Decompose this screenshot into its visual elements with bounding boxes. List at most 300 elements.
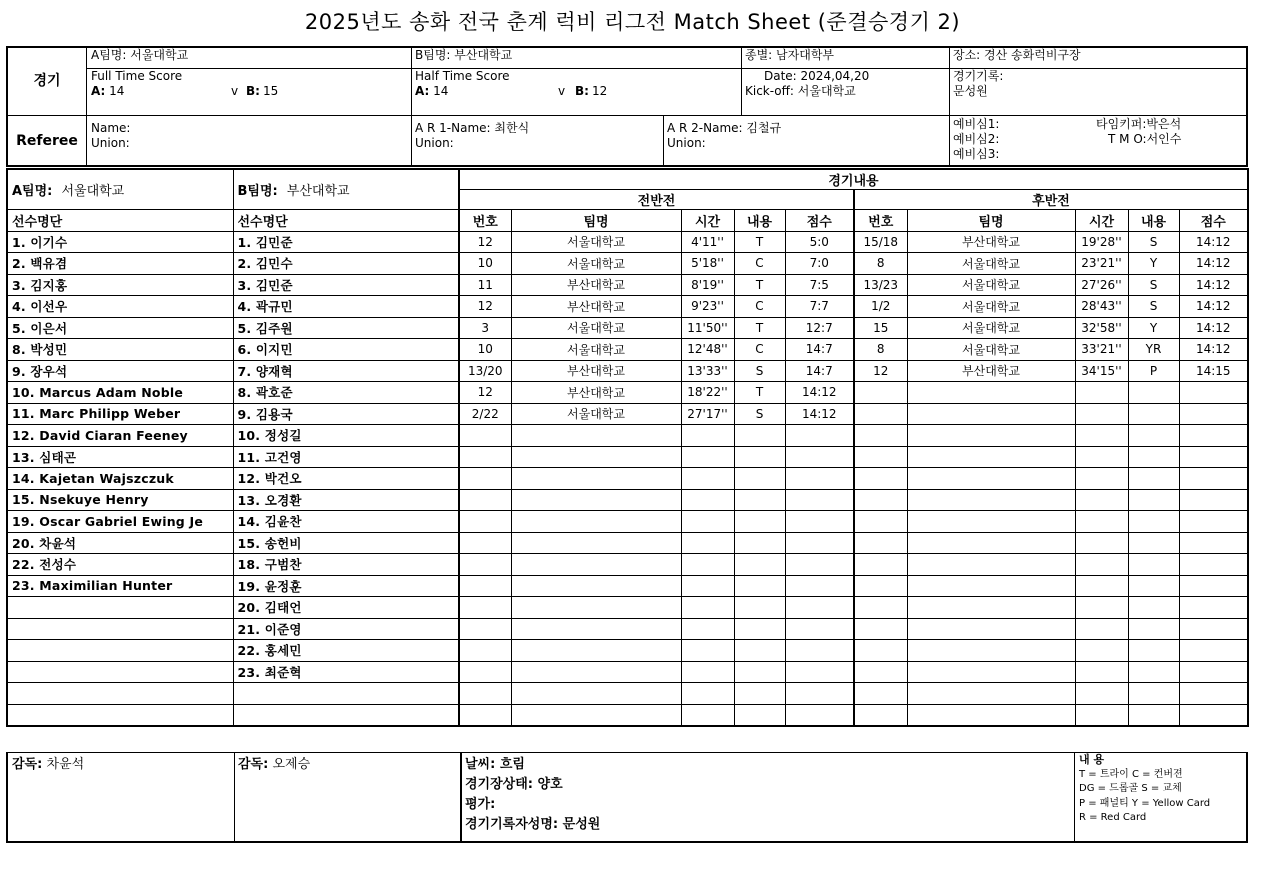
second-half-event-team xyxy=(907,511,1075,533)
second-half-event-team xyxy=(907,640,1075,662)
first-half-event-time xyxy=(681,575,734,597)
player-a: 9. 장우석 xyxy=(7,360,233,382)
second-half-event-team xyxy=(907,468,1075,490)
table-row xyxy=(7,554,1248,576)
match-date: Date: 2024,04,20 xyxy=(764,69,870,83)
player-a xyxy=(7,597,233,619)
first-half-event-number xyxy=(459,661,511,683)
first-half-event-time xyxy=(681,554,734,576)
first-half-event-number xyxy=(459,489,511,511)
table-row xyxy=(7,704,1248,726)
first-half-event-score: 14:7 xyxy=(785,360,854,382)
first-half-event-score xyxy=(785,511,854,533)
player-a: 20. 차윤석 xyxy=(7,532,233,554)
player-b: 3. 김민준 xyxy=(233,274,459,296)
second-half-event-score xyxy=(1179,704,1248,726)
second-half-event-score: 14:12 xyxy=(1179,253,1248,275)
player-a: 5. 이은서 xyxy=(7,317,233,339)
team-a-name: 서울대학교 xyxy=(61,184,125,199)
second-half-event-time xyxy=(1075,382,1128,404)
second-half-event-team xyxy=(907,661,1075,683)
col-content: 내용 xyxy=(1128,210,1179,232)
table-row xyxy=(7,597,1248,619)
player-a: 19. Oscar Gabriel Ewing Je xyxy=(7,511,233,533)
table-row xyxy=(7,339,1248,361)
second-half-event-score: 14:12 xyxy=(1179,317,1248,339)
player-b: 7. 양재혁 xyxy=(233,360,459,382)
second-half-event-content: Y xyxy=(1128,317,1179,339)
first-half-event-number xyxy=(459,704,511,726)
first-half-event-content: S xyxy=(734,403,785,425)
legend xyxy=(1074,753,1246,842)
table-row xyxy=(7,403,1248,425)
second-half-event-time xyxy=(1075,511,1128,533)
team-b-name: B팀명: 부산대학교 xyxy=(411,48,741,69)
table-row xyxy=(7,661,1248,683)
player-b: 22. 홍세민 xyxy=(233,640,459,662)
ar2-info xyxy=(663,115,949,167)
first-half-event-team xyxy=(511,575,681,597)
second-half-event-team xyxy=(907,575,1075,597)
second-half-event-time xyxy=(1075,618,1128,640)
first-half-event-number: 12 xyxy=(459,382,511,404)
table-row xyxy=(7,360,1248,382)
team-a-cell: A팀명: 서울대학교 xyxy=(7,169,233,210)
player-a xyxy=(7,683,233,705)
first-half-event-time xyxy=(681,511,734,533)
score-b-label: B: xyxy=(246,84,260,98)
second-half-event-time xyxy=(1075,704,1128,726)
second-half-event-score xyxy=(1179,532,1248,554)
first-half-event-score xyxy=(785,640,854,662)
match-footer xyxy=(6,752,1248,843)
second-half-event-content xyxy=(1128,403,1179,425)
first-half-event-number xyxy=(459,683,511,705)
second-half-event-content xyxy=(1128,597,1179,619)
second-half-event-number xyxy=(854,425,907,447)
score-a-label: A: xyxy=(415,84,430,98)
second-half-event-number: 12 xyxy=(854,360,907,382)
first-half-event-content xyxy=(734,704,785,726)
first-half-event-time: 8'19'' xyxy=(681,274,734,296)
players-header-b: 선수명단 xyxy=(233,210,459,232)
recorder-signature: 경기기록자성명: 문성원 xyxy=(465,817,601,832)
first-half-event-team xyxy=(511,554,681,576)
table-row xyxy=(7,468,1248,490)
player-a: 14. Kajetan Wajszczuk xyxy=(7,468,233,490)
player-a: 3. 김지홍 xyxy=(7,274,233,296)
first-half-event-content xyxy=(734,511,785,533)
second-half-event-content xyxy=(1128,468,1179,490)
full-time-values xyxy=(91,84,411,100)
second-half-event-number xyxy=(854,511,907,533)
timekeeper: 타임키퍼:박은석 xyxy=(1096,117,1182,131)
first-half-event-score xyxy=(785,704,854,726)
first-half-event-number xyxy=(459,511,511,533)
col-number: 번호 xyxy=(459,210,511,232)
second-half-event-number xyxy=(854,597,907,619)
first-half-event-number: 10 xyxy=(459,339,511,361)
team-b-name: 부산대학교 xyxy=(286,184,350,199)
match-header xyxy=(6,46,1248,167)
match-content-heading: 경기내용 xyxy=(459,169,1248,190)
ar1-union: Union: xyxy=(415,136,454,150)
kickoff: Kick-off: 서울대학교 xyxy=(745,84,856,98)
first-half-event-time: 4'11'' xyxy=(681,231,734,253)
first-half-heading: 전반전 xyxy=(459,190,854,210)
second-half-event-number: 15/18 xyxy=(854,231,907,253)
first-half-event-score: 7:5 xyxy=(785,274,854,296)
category: 종별: 남자대학부 xyxy=(741,48,949,69)
first-half-event-team xyxy=(511,704,681,726)
first-half-event-team: 서울대학교 xyxy=(511,317,681,339)
second-half-event-content xyxy=(1128,640,1179,662)
second-half-event-score: 14:12 xyxy=(1179,231,1248,253)
first-half-event-score xyxy=(785,554,854,576)
second-half-event-team: 서울대학교 xyxy=(907,274,1075,296)
first-half-event-time xyxy=(681,468,734,490)
first-half-event-score xyxy=(785,468,854,490)
venue: 장소: 경산 송화럭비구장 xyxy=(949,48,1246,69)
second-half-event-score xyxy=(1179,403,1248,425)
second-half-event-team xyxy=(907,618,1075,640)
first-half-event-time xyxy=(681,532,734,554)
first-half-event-time xyxy=(681,683,734,705)
player-a: 2. 백유겸 xyxy=(7,253,233,275)
second-half-event-content: YR xyxy=(1128,339,1179,361)
second-half-event-score xyxy=(1179,511,1248,533)
player-b: 13. 오경환 xyxy=(233,489,459,511)
second-half-event-team: 부산대학교 xyxy=(907,231,1075,253)
first-half-event-time xyxy=(681,618,734,640)
second-half-event-team: 부산대학교 xyxy=(907,360,1075,382)
first-half-event-score xyxy=(785,683,854,705)
second-half-event-team xyxy=(907,489,1075,511)
first-half-event-number: 10 xyxy=(459,253,511,275)
first-half-event-content: T xyxy=(734,274,785,296)
ar1-name: A R 1-Name: 최한식 xyxy=(415,121,530,135)
first-half-event-content xyxy=(734,532,785,554)
player-b: 2. 김민수 xyxy=(233,253,459,275)
player-a: 10. Marcus Adam Noble xyxy=(7,382,233,404)
second-half-event-score: 14:15 xyxy=(1179,360,1248,382)
player-a xyxy=(7,640,233,662)
second-half-event-time xyxy=(1075,575,1128,597)
match-conditions xyxy=(460,753,1074,842)
player-b: 21. 이준영 xyxy=(233,618,459,640)
first-half-event-number xyxy=(459,468,511,490)
player-b: 18. 구범찬 xyxy=(233,554,459,576)
table-row xyxy=(7,425,1248,447)
second-half-event-team xyxy=(907,683,1075,705)
first-half-event-score xyxy=(785,661,854,683)
first-half-event-team xyxy=(511,532,681,554)
second-half-event-score: 14:12 xyxy=(1179,339,1248,361)
second-half-event-team xyxy=(907,403,1075,425)
match-sheet-table xyxy=(6,168,1249,727)
player-b: 9. 김용국 xyxy=(233,403,459,425)
first-half-event-team: 서울대학교 xyxy=(511,231,681,253)
first-half-event-team: 부산대학교 xyxy=(511,382,681,404)
first-half-event-score: 12:7 xyxy=(785,317,854,339)
coach-b-label: 감독: xyxy=(238,757,269,772)
second-half-event-content xyxy=(1128,661,1179,683)
second-half-event-time: 23'21'' xyxy=(1075,253,1128,275)
second-half-event-content xyxy=(1128,382,1179,404)
first-half-event-time xyxy=(681,661,734,683)
first-half-event-team: 부산대학교 xyxy=(511,360,681,382)
full-score-b: 15 xyxy=(263,84,279,98)
second-half-event-content: S xyxy=(1128,296,1179,318)
referee-label: Referee xyxy=(16,133,78,149)
second-half-event-score xyxy=(1179,618,1248,640)
player-b: 11. 고건영 xyxy=(233,446,459,468)
second-half-event-content xyxy=(1128,704,1179,726)
half-score-b: 12 xyxy=(592,84,608,98)
player-a xyxy=(7,618,233,640)
second-half-event-number xyxy=(854,489,907,511)
first-half-event-content xyxy=(734,425,785,447)
second-half-event-content xyxy=(1128,575,1179,597)
first-half-event-number xyxy=(459,425,511,447)
half-time-score xyxy=(411,69,741,115)
player-a: 23. Maximilian Hunter xyxy=(7,575,233,597)
second-half-event-team xyxy=(907,532,1075,554)
first-half-event-number: 11 xyxy=(459,274,511,296)
coach-a xyxy=(8,753,234,842)
table-row xyxy=(7,446,1248,468)
second-half-event-number xyxy=(854,403,907,425)
first-half-event-time xyxy=(681,640,734,662)
half-score-a: 14 xyxy=(433,84,449,98)
second-half-event-team xyxy=(907,382,1075,404)
first-half-event-team xyxy=(511,597,681,619)
first-half-event-score xyxy=(785,489,854,511)
player-b: 15. 송헌비 xyxy=(233,532,459,554)
player-b: 19. 윤정훈 xyxy=(233,575,459,597)
first-half-event-content xyxy=(734,618,785,640)
second-half-event-time xyxy=(1075,661,1128,683)
col-score: 점수 xyxy=(785,210,854,232)
player-a: 15. Nsekuye Henry xyxy=(7,489,233,511)
second-half-event-time: 28'43'' xyxy=(1075,296,1128,318)
player-a: 4. 이선우 xyxy=(7,296,233,318)
first-half-event-number xyxy=(459,640,511,662)
col-time: 시간 xyxy=(681,210,734,232)
first-half-event-team: 서울대학교 xyxy=(511,339,681,361)
second-half-event-content xyxy=(1128,683,1179,705)
ar2-union: Union: xyxy=(667,136,706,150)
second-half-event-score xyxy=(1179,446,1248,468)
second-half-event-number xyxy=(854,618,907,640)
second-half-event-team xyxy=(907,446,1075,468)
first-half-event-content xyxy=(734,597,785,619)
first-half-event-team xyxy=(511,511,681,533)
col-time: 시간 xyxy=(1075,210,1128,232)
second-half-event-number xyxy=(854,446,907,468)
second-half-event-score xyxy=(1179,575,1248,597)
second-half-event-team: 서울대학교 xyxy=(907,296,1075,318)
second-half-event-content: Y xyxy=(1128,253,1179,275)
second-half-event-time xyxy=(1075,446,1128,468)
col-content: 내용 xyxy=(734,210,785,232)
reserve-1: 예비심1: xyxy=(953,117,1000,131)
second-half-event-score xyxy=(1179,683,1248,705)
player-a: 8. 박성민 xyxy=(7,339,233,361)
player-a: 1. 이기수 xyxy=(7,231,233,253)
evaluation: 평가: xyxy=(465,797,496,812)
versus: v xyxy=(231,84,239,98)
first-half-event-time: 11'50'' xyxy=(681,317,734,339)
second-half-event-content xyxy=(1128,446,1179,468)
first-half-event-time: 18'22'' xyxy=(681,382,734,404)
first-half-event-content: C xyxy=(734,253,785,275)
referee-info xyxy=(86,115,411,167)
second-half-event-content xyxy=(1128,532,1179,554)
second-half-event-score xyxy=(1179,640,1248,662)
second-half-event-number: 15 xyxy=(854,317,907,339)
first-half-event-score: 5:0 xyxy=(785,231,854,253)
first-half-event-content: T xyxy=(734,231,785,253)
first-half-event-content xyxy=(734,661,785,683)
first-half-event-number: 13/20 xyxy=(459,360,511,382)
table-row xyxy=(7,296,1248,318)
referee-union: Union: xyxy=(91,136,130,150)
player-a xyxy=(7,704,233,726)
referee-name: Name: xyxy=(91,121,131,135)
first-half-event-score xyxy=(785,618,854,640)
second-half-event-score xyxy=(1179,597,1248,619)
first-half-event-time xyxy=(681,425,734,447)
player-b: 10. 정성길 xyxy=(233,425,459,447)
second-half-event-team: 서울대학교 xyxy=(907,317,1075,339)
table-row xyxy=(7,231,1248,253)
first-half-event-number xyxy=(459,554,511,576)
first-half-event-team xyxy=(511,683,681,705)
coach-a-label: 감독: xyxy=(12,757,43,772)
versus: v xyxy=(558,84,566,98)
second-half-event-content: S xyxy=(1128,231,1179,253)
first-half-event-number xyxy=(459,446,511,468)
team-a-name: A팀명: 서울대학교 xyxy=(86,48,411,69)
player-a: 13. 심태곤 xyxy=(7,446,233,468)
second-half-event-content xyxy=(1128,618,1179,640)
officials-info xyxy=(949,115,1246,167)
player-b xyxy=(233,704,459,726)
player-a xyxy=(7,661,233,683)
first-half-event-content: S xyxy=(734,360,785,382)
second-half-event-time xyxy=(1075,532,1128,554)
team-b-cell: B팀명: 부산대학교 xyxy=(233,169,459,210)
coach-b-name: 오제승 xyxy=(272,757,311,772)
ground-condition: 경기장상태: 양호 xyxy=(465,777,563,792)
second-half-event-number xyxy=(854,640,907,662)
second-half-event-time xyxy=(1075,468,1128,490)
recorder-label: 경기기록: xyxy=(953,69,1004,83)
first-half-event-content xyxy=(734,468,785,490)
table-row xyxy=(7,317,1248,339)
second-half-event-time xyxy=(1075,425,1128,447)
weather: 날씨: 흐림 xyxy=(465,757,525,772)
recorder-name: 문성원 xyxy=(953,84,988,98)
second-half-event-time: 33'21'' xyxy=(1075,339,1128,361)
first-half-event-score xyxy=(785,446,854,468)
second-half-event-number xyxy=(854,661,907,683)
player-a: 12. David Ciaran Feeney xyxy=(7,425,233,447)
player-b: 5. 김주원 xyxy=(233,317,459,339)
player-a: 22. 전성수 xyxy=(7,554,233,576)
second-half-event-team xyxy=(907,704,1075,726)
first-half-event-score: 14:12 xyxy=(785,382,854,404)
tmo: T M O:서인수 xyxy=(1108,132,1182,146)
table-row xyxy=(7,274,1248,296)
first-half-event-number xyxy=(459,618,511,640)
ar1-info xyxy=(411,115,663,167)
score-a-label: A: xyxy=(91,84,106,98)
coach-b xyxy=(234,753,460,842)
first-half-event-team: 부산대학교 xyxy=(511,296,681,318)
table-row xyxy=(7,618,1248,640)
coach-a-name: 차윤석 xyxy=(46,757,85,772)
first-half-event-team: 서울대학교 xyxy=(511,253,681,275)
table-row xyxy=(7,253,1248,275)
second-half-event-team: 서울대학교 xyxy=(907,253,1075,275)
table-row xyxy=(7,382,1248,404)
reserve-2: 예비심2: xyxy=(953,132,1000,146)
first-half-event-team xyxy=(511,640,681,662)
first-half-event-score xyxy=(785,532,854,554)
second-half-event-team: 서울대학교 xyxy=(907,339,1075,361)
second-half-event-content xyxy=(1128,554,1179,576)
col-number: 번호 xyxy=(854,210,907,232)
second-half-event-number xyxy=(854,704,907,726)
second-half-event-content: S xyxy=(1128,274,1179,296)
second-half-event-time: 34'15'' xyxy=(1075,360,1128,382)
player-b: 6. 이지민 xyxy=(233,339,459,361)
table-row xyxy=(7,640,1248,662)
player-b: 23. 최준혁 xyxy=(233,661,459,683)
first-half-event-team xyxy=(511,489,681,511)
first-half-event-time: 5'18'' xyxy=(681,253,734,275)
second-half-event-number: 8 xyxy=(854,339,907,361)
first-half-event-time: 27'17'' xyxy=(681,403,734,425)
second-half-event-score xyxy=(1179,425,1248,447)
second-half-event-score xyxy=(1179,554,1248,576)
second-half-event-number xyxy=(854,382,907,404)
second-half-event-time xyxy=(1075,403,1128,425)
second-half-event-team xyxy=(907,425,1075,447)
first-half-event-number xyxy=(459,575,511,597)
col-score: 점수 xyxy=(1179,210,1248,232)
first-half-event-team xyxy=(511,425,681,447)
second-half-event-score xyxy=(1179,489,1248,511)
second-half-event-content xyxy=(1128,511,1179,533)
first-half-event-team xyxy=(511,446,681,468)
first-half-event-score xyxy=(785,597,854,619)
player-b: 1. 김민준 xyxy=(233,231,459,253)
first-half-event-number: 12 xyxy=(459,231,511,253)
second-half-event-number: 8 xyxy=(854,253,907,275)
player-b: 20. 김태언 xyxy=(233,597,459,619)
first-half-event-score: 7:0 xyxy=(785,253,854,275)
col-team: 팀명 xyxy=(907,210,1075,232)
match-label: 경기 xyxy=(33,73,61,89)
first-half-event-content: C xyxy=(734,296,785,318)
second-half-event-content xyxy=(1128,425,1179,447)
player-b: 12. 박건오 xyxy=(233,468,459,490)
second-half-event-time xyxy=(1075,683,1128,705)
second-half-event-score: 14:12 xyxy=(1179,296,1248,318)
